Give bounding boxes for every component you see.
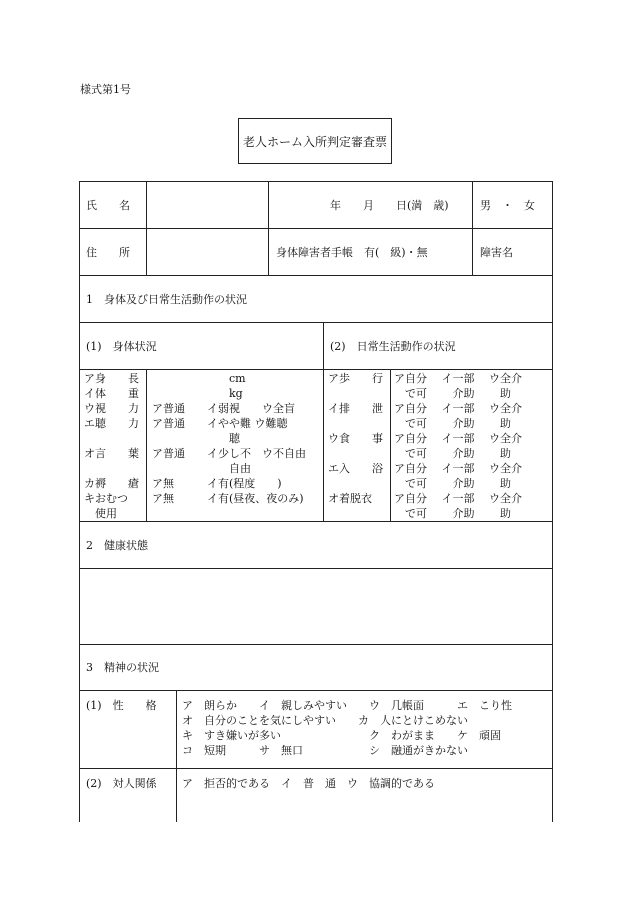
personality-line: ア 朗らか イ 親しみやすい ウ 几帳面 エ こり性 [182, 699, 512, 712]
physical-options-2 [207, 371, 306, 521]
physical-label: オ言 葉 [84, 447, 139, 460]
rule [80, 369, 552, 370]
personality-line: コ 短期 サ 無口 シ 融通がきかない [182, 744, 468, 757]
physical-label: ウ視 力 [84, 402, 139, 415]
adl-option: ア自分 イ一部 ウ全介 [394, 492, 522, 505]
rule [323, 322, 324, 521]
physical-label: キおむつ [84, 492, 128, 505]
personality-label: (1) 性 格 [86, 699, 157, 712]
adl-option: で可 介助 助 [394, 387, 511, 400]
physical-label: イ体 重 [84, 387, 139, 400]
adl-label [328, 386, 383, 401]
personality-line: キ すき嫌いが多い ク わがまま ケ 頑固 [182, 729, 501, 742]
physical-option [152, 506, 185, 521]
adl-label: ウ食 事 [328, 432, 383, 445]
adl-option: で可 介助 助 [394, 417, 511, 430]
rule [80, 322, 552, 323]
physical-label: 使用 [84, 507, 117, 520]
rule [146, 182, 147, 275]
physical-option: イ弱視 ウ全盲 [207, 402, 295, 415]
physical-option [152, 371, 185, 386]
physical-option: ア普通 [152, 447, 185, 460]
rule [80, 568, 552, 569]
adl-options [394, 371, 522, 521]
assessment-form-table [79, 181, 553, 822]
adl-label [328, 506, 383, 521]
physical-option [207, 506, 306, 521]
form-title-text: 老人ホーム入所判定審査票 [242, 134, 387, 149]
personality-options [182, 698, 512, 758]
physical-status-heading: (1) 身体状況 [86, 340, 157, 353]
adl-label [328, 446, 383, 461]
name-label: 氏 名 [86, 199, 130, 212]
section3-heading: 3 精神の状況 [86, 661, 159, 674]
birthdate-label: 年 月 日(満 歳) [330, 199, 449, 212]
physical-option: ア無 [152, 477, 174, 490]
physical-label: エ聴 力 [84, 417, 139, 430]
adl-option: ア自分 イ一部 ウ全介 [394, 402, 522, 415]
disability-handbook-label: 身体障害者手帳 有( 級)・無 [276, 246, 428, 259]
disability-name-label: 障害名 [480, 246, 513, 259]
adl-heading: (2) 日常生活動作の状況 [330, 340, 456, 353]
relations-options: ア 拒否的である イ 普 通 ウ 協調的である [182, 777, 435, 790]
physical-label [84, 431, 139, 446]
adl-option: ア自分 イ一部 ウ全介 [394, 372, 522, 385]
adl-label [328, 416, 383, 431]
rule [268, 182, 269, 275]
adl-label: ア歩 行 [328, 372, 383, 385]
rule [80, 644, 552, 645]
adl-label [328, 476, 383, 491]
rule [472, 182, 473, 275]
section1-heading: 1 身体及び日常生活動作の状況 [86, 293, 247, 306]
physical-label: ア身 長 [84, 372, 139, 385]
adl-option: で可 介助 助 [394, 477, 511, 490]
adl-option: ア自分 イ一部 ウ全介 [394, 462, 522, 475]
physical-option: イ少し不 ウ不自由 [207, 447, 306, 460]
adl-label: エ入 浴 [328, 462, 383, 475]
sex-label: 男 ・ 女 [480, 199, 535, 212]
section2-heading: 2 健康状態 [86, 539, 148, 552]
adl-labels [328, 371, 383, 521]
adl-label: オ着脱衣 [328, 492, 372, 505]
rule [80, 768, 552, 769]
physical-option: cm [207, 372, 246, 385]
rule [390, 369, 391, 521]
physical-option [152, 461, 185, 476]
form-title [238, 118, 392, 164]
physical-option: イ有(程度 ) [207, 477, 282, 490]
rule [80, 521, 552, 522]
physical-option: 自由 [207, 462, 251, 475]
personality-line: オ 自分のことを気にしやすい カ 人にとけこめない [182, 714, 468, 727]
rule [80, 275, 552, 276]
rule [146, 369, 147, 521]
adl-option: で可 介助 助 [394, 447, 511, 460]
physical-label [84, 461, 139, 476]
physical-options-1 [152, 371, 185, 521]
rule [80, 690, 552, 691]
physical-option [152, 431, 185, 446]
rule [176, 690, 177, 822]
physical-option: ア普通 [152, 402, 185, 415]
physical-option: ア普通 [152, 417, 185, 430]
physical-label: カ褥 瘡 [84, 477, 139, 490]
relations-label: (2) 対人関係 [86, 777, 157, 790]
physical-option: kg [207, 387, 243, 400]
rule [80, 228, 552, 229]
adl-label: イ排 泄 [328, 402, 383, 415]
address-label: 住 所 [86, 246, 130, 259]
physical-option: 聴 [207, 432, 240, 445]
physical-option [152, 386, 185, 401]
form-number: 様式第1号 [80, 83, 131, 96]
physical-labels [84, 371, 139, 521]
adl-option: ア自分 イ一部 ウ全介 [394, 432, 522, 445]
physical-option: イ有(昼夜、夜のみ) [207, 492, 304, 505]
physical-option: ア無 [152, 492, 174, 505]
physical-option: イやや難 ウ難聴 [207, 417, 288, 430]
adl-option: で可 介助 助 [394, 507, 511, 520]
